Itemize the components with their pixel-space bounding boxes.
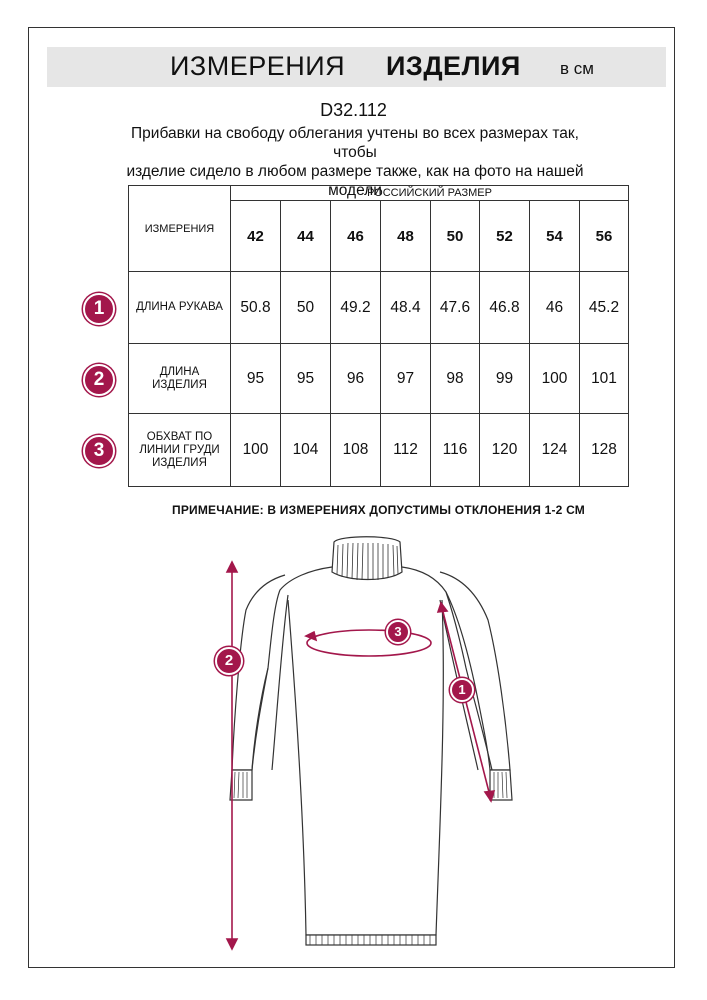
value-cell: 120 [480,414,530,487]
row-label-line: ИЗДЕЛИЯ [152,456,207,469]
size-header: РОССИЙСКИЙ РАЗМЕР [231,186,629,201]
value-cell: 104 [281,414,331,487]
value-cell: 101 [580,344,629,414]
value-cell: 95 [231,344,281,414]
size-cell: 52 [480,201,530,272]
measure-header: ИЗМЕРЕНИЯ [129,186,231,272]
value-cell: 47.6 [431,272,480,344]
dress-outline [230,537,512,945]
row-label-line: ДЛИНА [159,365,200,378]
title-part2: ИЗДЕЛИЯ [386,51,521,81]
value-cell: 50 [281,272,331,344]
value-cell: 49.2 [331,272,381,344]
diagram-marker-chest: 3 [386,620,410,644]
fit-note-line: модели [328,182,382,199]
value-cell: 95 [281,344,331,414]
size-cell: 50 [431,201,480,272]
size-cell: 46 [331,201,381,272]
value-cell: 116 [431,414,480,487]
row-number-badge: 2 [83,364,115,396]
value-cell: 46.8 [480,272,530,344]
value-cell: 48.4 [381,272,431,344]
value-cell: 50.8 [231,272,281,344]
size-cell: 42 [231,201,281,272]
product-code: D32.112 [320,100,387,120]
row-number-badge: 1 [83,293,115,325]
fit-note-line: Прибавки на свободу облегания учтены во всех размерах так, чтобы [131,125,579,161]
value-cell: 96 [331,344,381,414]
title-unit: в см [560,59,594,78]
size-cell: 44 [281,201,331,272]
value-cell: 108 [331,414,381,487]
tolerance-remark: ПРИМЕЧАНИЕ: В ИЗМЕРЕНИЯХ ДОПУСТИМЫ ОТКЛОНЕНИЯ 1-2 СМ [172,503,585,517]
row-label-line: ИЗДЕЛИЯ [152,378,207,391]
value-cell: 124 [530,414,580,487]
value-cell: 100 [530,344,580,414]
diagram-marker-sleeve: 1 [450,678,474,702]
value-cell: 100 [231,414,281,487]
value-cell: 98 [431,344,480,414]
diagram-marker-length: 2 [215,647,243,675]
size-cell: 48 [381,201,431,272]
value-cell: 128 [580,414,629,487]
title-part1: ИЗМЕРЕНИЯ [170,51,346,81]
row-number-badge: 3 [83,435,115,467]
row-label-line: ОБХВАТ ПО [146,430,213,443]
size-cell: 56 [580,201,629,272]
value-cell: 46 [530,272,580,344]
fit-note-line: изделие сидело в любом размере также, как на фото на нашей [126,163,584,180]
size-cell: 54 [530,201,580,272]
value-cell: 112 [381,414,431,487]
value-cell: 99 [480,344,530,414]
row-label-line: ДЛИНА РУКАВА [136,301,223,313]
value-cell: 45.2 [580,272,629,344]
row-label-line: ЛИНИИ ГРУДИ [139,443,220,456]
value-cell: 97 [381,344,431,414]
